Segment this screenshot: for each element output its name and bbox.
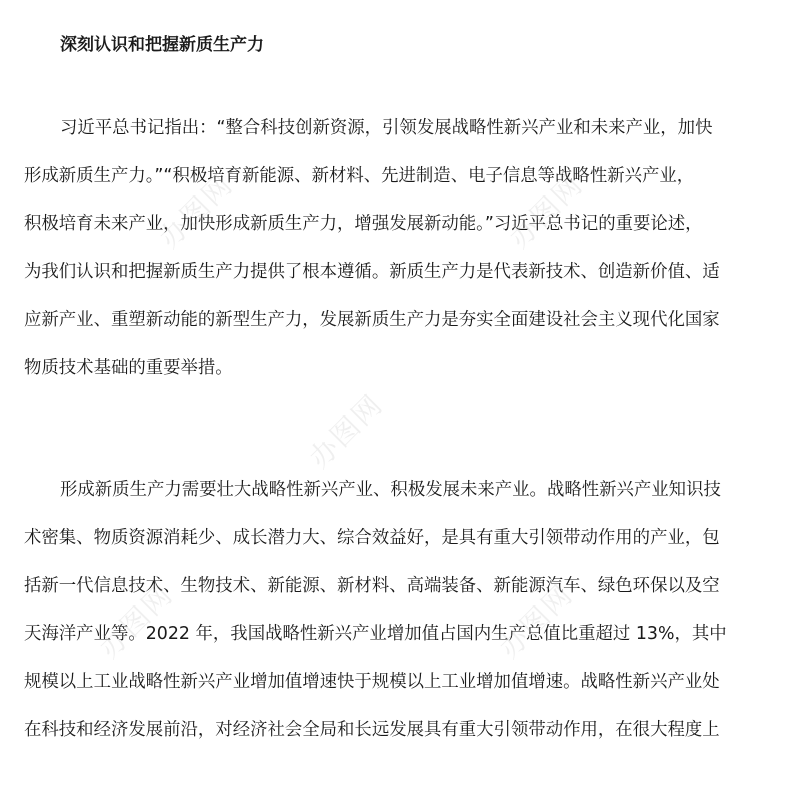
paragraph-line: 积极培育未来产业，加快形成新质生产力，增强发展新动能。”习近平总书记的重要论述， xyxy=(24,214,703,234)
paragraph-line: 习近平总书记指出：“整合科技创新资源，引领发展战略性新兴产业和未来产业，加快 xyxy=(60,118,713,138)
watermark: 办图网 xyxy=(92,577,180,665)
watermark: 办图网 xyxy=(152,167,240,255)
paragraph-line: 规模以上工业战略性新兴产业增加值增速快于规模以上工业增加值增速。战略性新兴产业处 xyxy=(24,672,720,692)
paragraph-line: 形成新质生产力需要壮大战略性新兴产业、积极发展未来产业。战略性新兴产业知识技 xyxy=(60,480,721,500)
watermark: 办图网 xyxy=(302,387,390,475)
watermark: 办图网 xyxy=(502,167,590,255)
paragraph-line: 术密集、物质资源消耗少、成长潜力大、综合效益好，是具有重大引领带动作用的产业，包 xyxy=(24,528,720,548)
document-title: 深刻认识和把握新质生产力 xyxy=(60,35,264,55)
paragraph-1 xyxy=(24,104,784,392)
paragraph-line: 在科技和经济发展前沿，对经济社会全局和长远发展具有重大引领带动作用，在很大程度上 xyxy=(24,720,720,740)
paragraph-line: 物质技术基础的重要举措。 xyxy=(24,358,233,378)
paragraph-2 xyxy=(24,466,784,754)
watermark: 办图网 xyxy=(492,577,580,665)
paragraph-line: 应新产业、重塑新动能的新型生产力，发展新质生产力是夯实全面建设社会主义现代化国家 xyxy=(24,310,720,330)
paragraph-line: 为我们认识和把握新质生产力提供了根本遵循。新质生产力是代表新技术、创造新价值、适 xyxy=(24,262,720,282)
paragraph-line: 括新一代信息技术、生物技术、新能源、新材料、高端装备、新能源汽车、绿色环保以及空 xyxy=(24,576,720,596)
paragraph-line: 形成新质生产力。”“积极培育新能源、新材料、先进制造、电子信息等战略性新兴产业， xyxy=(24,166,695,186)
paragraph-line: 天海洋产业等。2022 年，我国战略性新兴产业增加值占国内生产总值比重超过 13%，其中 xyxy=(24,624,727,644)
